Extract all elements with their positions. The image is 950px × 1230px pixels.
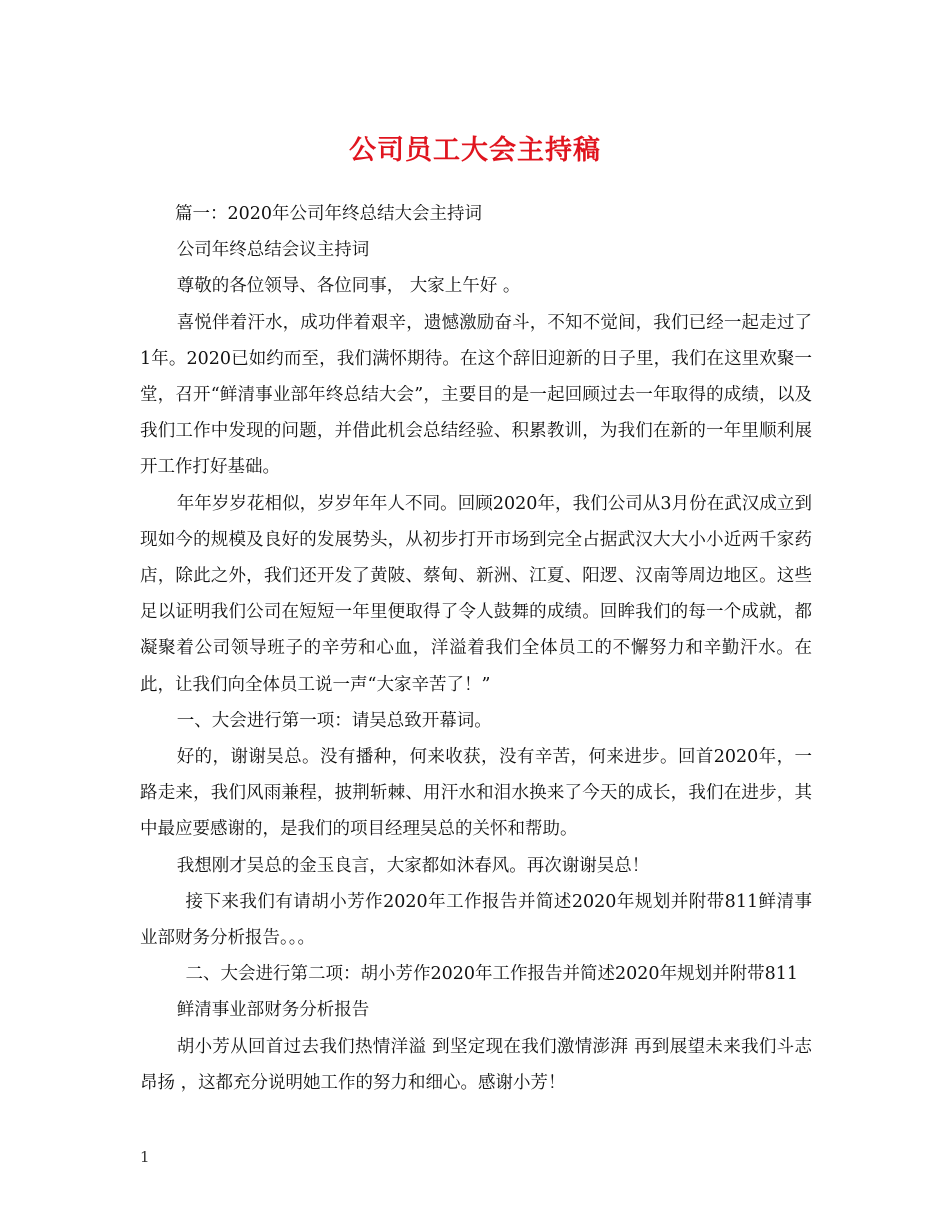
subheading: 公司年终总结会议主持词: [176, 240, 370, 261]
section-heading: 篇一：2020年公司年终总结大会主持词: [175, 204, 483, 224]
document-title: 公司员工大会主持稿: [349, 135, 601, 166]
agenda-item-1: 一、大会进行第一项：请吴总致开幕词。: [176, 710, 492, 731]
greeting-paragraph: 尊敬的各位领导、各位同事， 大家上午好 。: [176, 276, 521, 297]
paragraph: 好的，谢谢吴总。没有播种，何来收获，没有辛苦，何来进步。回首2020年，一路走来，我们风雨兼程，披荆斩棘、用汗水和泪水换来了今天的成长，我们在进步，其中最应要感谢的，是我们的项目经理吴总的关怀和帮助。: [140, 747, 812, 840]
paragraph: 喜悦伴着汗水，成功伴着艰辛，遗憾激励奋斗，不知不觉间，我们已经一起走过了1年。2020已如约而至，我们满怀期待。在这个辞旧迎新的日子里，我们在这里欢聚一堂，召开“鲜清事业部年终总结大会”，主要目的是一起回顾过去一年取得的成绩，以及我们工作中发现的问题，并借此机会总结经验、积累教训，为我们在新的一年里顺利展开工作打好基础。: [140, 312, 812, 478]
agenda-item-2: 二、大会进行第二项：胡小芳作2020年工作报告并简述2020年规划并附带811: [185, 964, 798, 985]
paragraph: 接下来我们有请胡小芳作2020年工作报告并简述2020年规划并附带811鲜清事业部财务分析报告。。。: [140, 891, 812, 949]
document-body: [140, 196, 812, 1101]
page-number: 1: [140, 1148, 150, 1166]
paragraph: 胡小芳从回首过去我们热情洋溢 到坚定现在我们激情澎湃 再到展望未来我们斗志昂扬 ，这都充分说明她工作的努力和细心。感谢小芳！: [140, 1036, 812, 1093]
paragraph: 鲜清事业部财务分析报告: [176, 1000, 370, 1021]
paragraph: 年年岁岁花相似，岁岁年年人不同。回顾2020年，我们公司从3月份在武汉成立到现如今的规模及良好的发展势头，从初步打开市场到完全占据武汉大大小小近两千家药店，除此之外，我们还开发了黄陂、蔡甸、新洲、江夏、阳逻、汉南等周边地区。这些足以证明我们公司在短短一年里便取得了令人鼓舞的成绩。回眸我们的每一个成就，都凝聚着公司领导班子的辛劳和心血，洋溢着我们全体员工的不懈努力和辛勤汗水。在此，让我们向全体员工说一声“大家辛苦了！”: [140, 493, 812, 695]
paragraph: 我想刚才吴总的金玉良言，大家都如沐春风。再次谢谢吴总！: [176, 855, 650, 876]
